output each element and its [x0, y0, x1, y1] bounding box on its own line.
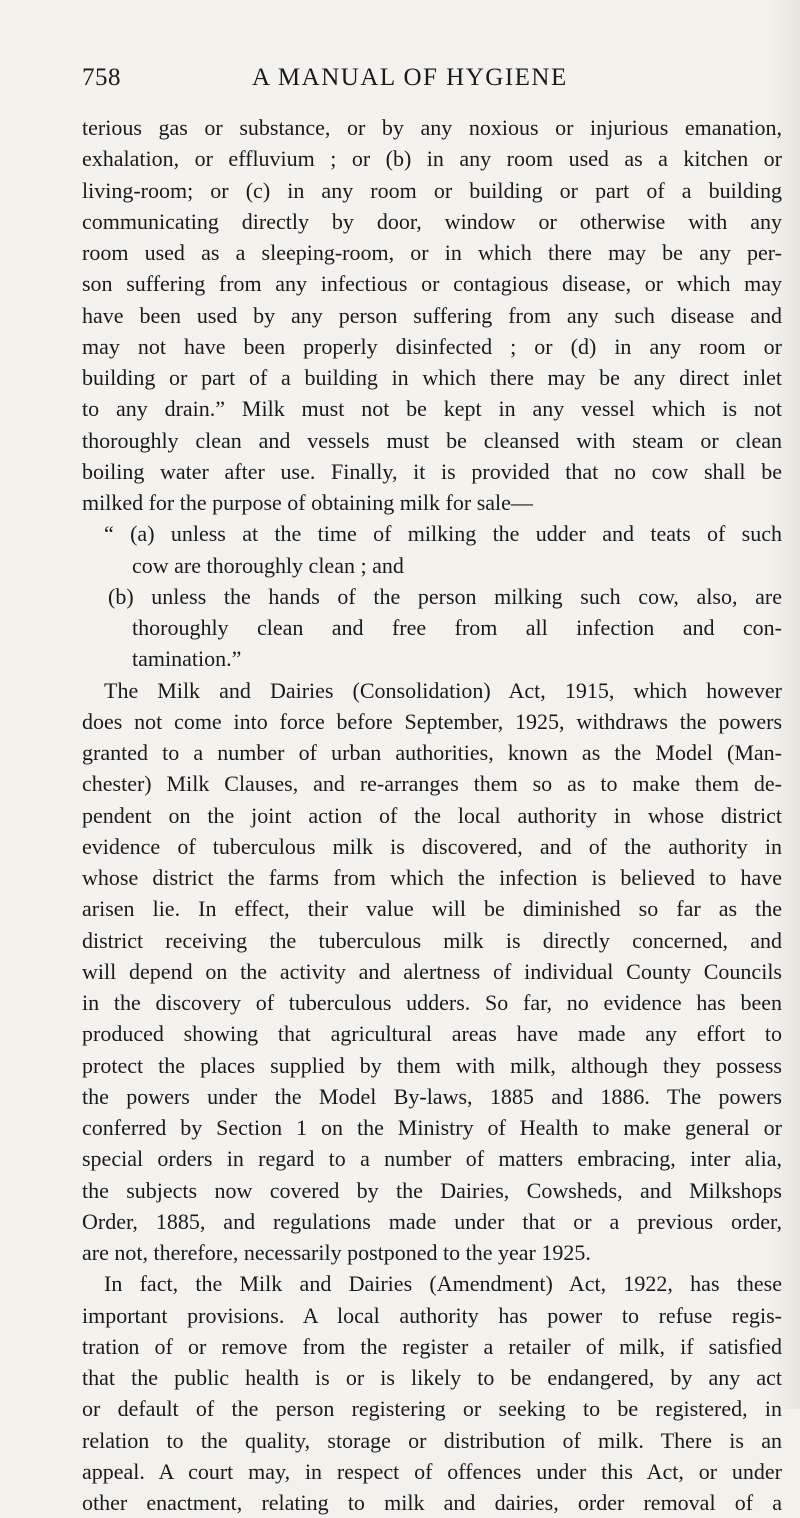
text-line: thoroughly clean and vessels must be cleansed with steam or clean	[82, 427, 782, 453]
text-line: terious gas or substance, or by any noxious or injurious emanation,	[82, 115, 782, 140]
text-line: tration of or remove from the register a retailer of milk, if satisfied	[82, 1333, 782, 1359]
text-line: conferred by Section 1 on the Ministry of Health to make general or	[82, 1115, 782, 1140]
text-line: protect the places supplied by them with milk, although they possess	[82, 1052, 782, 1078]
text-line: whose district the farms from which the infection is believed to have	[82, 865, 782, 890]
running-title: A MANUAL OF HYGIENE	[252, 64, 568, 91]
text-line: son suffering from any infectious or contagious disease, or which may	[82, 271, 782, 297]
text-line: room used as a sleeping-room, or in which there may be any per-	[82, 240, 782, 265]
text-line: relation to the quality, storage or distribution of milk. There is an	[82, 1427, 782, 1453]
text-line: building or part of a building in which there may be any direct inlet	[82, 365, 782, 390]
quote-line: tamination.”	[132, 646, 242, 672]
text-line: will depend on the activity and alertness of individual County Councils	[82, 958, 782, 984]
text-line: the subjects now covered by the Dairies, Cowsheds, and Milkshops	[82, 1177, 782, 1203]
text-line: or default of the person registering or seeking to be registered, in	[82, 1396, 782, 1422]
text-line: may not have been properly disinfected ; or (d) in any room or	[82, 333, 782, 359]
quote-line: cow are thoroughly clean ; and	[132, 552, 404, 578]
text-line: have been used by any person suffering from any such disease and	[82, 302, 782, 328]
text-line: important provisions. A local authority has power to refuse regis-	[82, 1302, 782, 1328]
text-line: Order, 1885, and regulations made under that or a previous order,	[82, 1208, 782, 1234]
page-number: 758	[82, 64, 121, 91]
text-line: The Milk and Dairies (Consolidation) Act, 1915, which however	[104, 677, 782, 703]
text-line: district receiving the tuberculous milk is directly concerned, and	[82, 927, 782, 953]
text-line: that the public health is or is likely to be endangered, by any act	[82, 1365, 782, 1390]
text-line: to any drain.” Milk must not be kept in any vessel which is not	[82, 396, 782, 422]
text-line: special orders in regard to a number of matters embracing, inter alia,	[82, 1146, 782, 1172]
quote-line: “ (a) unless at the time of milking the udder and teats of such	[104, 521, 782, 547]
text-line: appeal. A court may, in respect of offences under this Act, or under	[82, 1458, 782, 1484]
text-line: produced showing that agricultural areas have made any effort to	[82, 1021, 782, 1047]
text-line: are not, therefore, necessarily postponed to the year 1925.	[82, 1240, 591, 1265]
text-line: milked for the purpose of obtaining milk for sale—	[82, 490, 533, 515]
text-line: pendent on the joint action of the local authority in whose district	[82, 802, 782, 828]
quote-line: (b) unless the hands of the person milking such cow, also, are	[108, 583, 782, 609]
quote-line: thoroughly clean and free from all infection and con-	[132, 615, 782, 640]
text-line: arisen lie. In effect, their value will be diminished so far as the	[82, 896, 782, 922]
text-line: other enactment, relating to milk and dairies, order removal of a	[82, 1490, 782, 1515]
text-line: living-room; or (c) in any room or building or part of a building	[82, 177, 782, 203]
running-head	[82, 64, 758, 104]
text-line: evidence of tuberculous milk is discovered, and of the authority in	[82, 833, 782, 859]
text-line: chester) Milk Clauses, and re-arranges them so as to make them de-	[82, 771, 782, 797]
text-line: In fact, the Milk and Dairies (Amendment) Act, 1922, has these	[104, 1271, 782, 1297]
text-line: exhalation, or effluvium ; or (b) in any room used as a kitchen or	[82, 146, 782, 172]
text-line: does not come into force before September, 1925, withdraws the powers	[82, 708, 782, 734]
body-text	[82, 112, 782, 1518]
text-line: granted to a number of urban authorities, known as the Model (Man-	[82, 740, 782, 765]
text-line: boiling water after use. Finally, it is provided that no cow shall be	[82, 458, 782, 484]
text-line: in the discovery of tuberculous udders. So far, no evidence has been	[82, 990, 782, 1015]
text-line: the powers under the Model By-laws, 1885 and 1886. The powers	[82, 1083, 782, 1109]
text-line: communicating directly by door, window or otherwise with any	[82, 208, 782, 234]
